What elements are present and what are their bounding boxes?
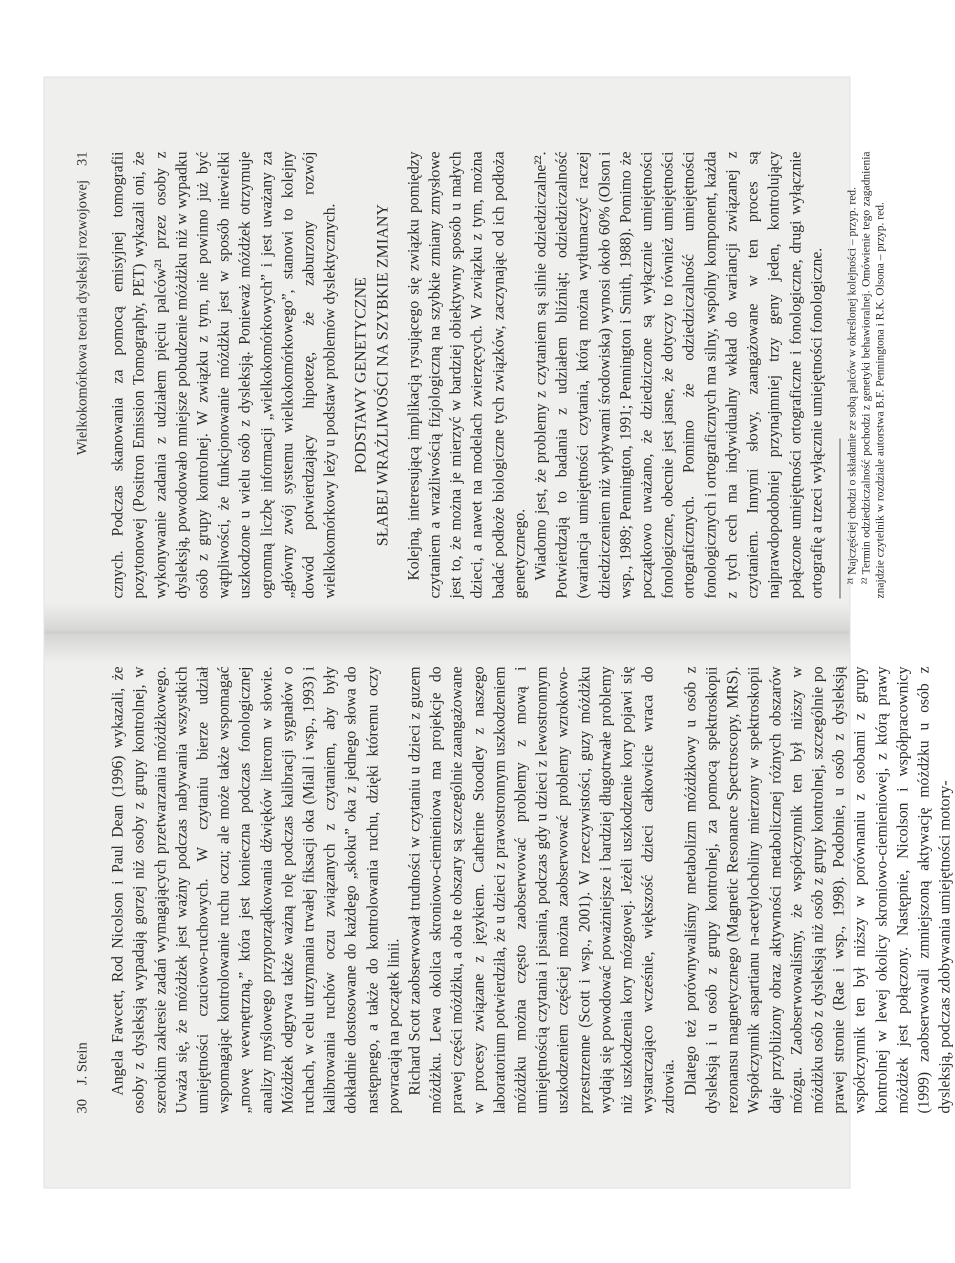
section-heading <box>350 151 392 598</box>
left-page <box>44 632 954 1187</box>
footnote-22: ²² Termin odziedziczalność pochodzi z genetyki behawioralnej. Omówienie tego zagadnienia znajdzie czytelnik w rozdziale autorstwa B.F. Penningtona i R.K. Olsona – przyp. red. <box>859 151 886 598</box>
left-paragraph-3: Dlatego też porównywaliśmy metabolizm móżdżkowy u osób z dysleksją i u osób z grupy kontrolnej, za pomocą spektroskopii rezonansu magnetycznego (Magnetic Resonance Spectroscopy, MRS). Współczynnik aspartianu n-acetylocholiny mierzony w spektroskopii daje przybliżony obraz aktywności metabolicznej różnych obszarów mózgu. Zaobserwowaliśmy, że współczynnik ten był niższy w móżdżku osób z dysleksją niż osób z grupy kontrolnej, szczególnie po prawej stronie (Rae i wsp., 1998). Podobnie, u osób z dysleksją współczynnik ten był niższy w porównaniu z osobami z grupy kontrolnej w lewej okolicy skroniowo-ciemieniowej, z którą prawy móżdżek jest połączony. Następnie, Nicolson i współpracownicy (1999) zaobserwowali zmniejszoną aktywację móżdżku u osób z dysleksją, podczas zdobywania umiejętności motory- <box>681 666 954 1113</box>
right-page <box>44 77 886 632</box>
section-heading-line-1: PODSTAWY GENETYCZNE <box>352 276 370 473</box>
left-paragraph-1: Angela Fawcett, Rod Nicolson i Paul Dean (1996) wykazali, że osoby z dysleksją wypadają gorzej niż osoby z grupy kontrolnej, w szerokim zakresie zadań wymagających przetwarzania móżdżkowego. Uważa się, że móżdżek jest ważny podczas nabywania wszystkich umiejętności czuciowo-ruchowych. W czytaniu bierze udział wspomagając kontrolowanie ruchu oczu; ale może także wspomagać „mowę wewnętrzną,” która jest konieczna podczas fonologicznej analizy myślowego przyporządkowania dźwięków literom w słowie. Móżdżek odgrywa także ważną rolę podczas kalibracji sygnałów o ruchach, w celu utrzymania trwałej fiksacji oka (Miall i wsp., 1993) i kalibrowania ruchów oczu związanych z czytaniem, aby były dokładnie dostosowane do każdego „skoku” oka z jednego słowa do następnego, a także do kontrolowania ruchu, dzięki któremu oczy powracają na początek linii. <box>109 666 402 1113</box>
left-running-head <box>72 666 93 1113</box>
section-heading-line-2: SŁABEJ WRAŻLIWOŚCI NA SZYBKIE ZMIANY <box>373 203 391 546</box>
book-spread <box>44 77 954 1187</box>
footnote-rule <box>839 438 840 598</box>
right-paragraph-1: cznych. Podczas skanowania za pomocą emisyjnej tomografii pozytonowej (Positron Emission Tomography, PET) wykazali oni, że wykonywanie zadania z udziałem pięciu palców²¹ przez osoby z dysleksją, powodowało mniejsze pobudzenie móżdżku niż w wypadku osób z grupy kontrolnej. W związku z tym, nie powinno już być wątpliwości, że funkcjonowanie móżdżku jest w sposób niewielki uszkodzone u wielu osób z dysleksją. Ponieważ móżdżek otrzymuje ogromną liczbę informacji „wielkokomórkowych” i jest uważany za „główny zwój systemu wielkokomórkowego”, stanowi to kolejny dowód potwierdzający hipotezę, że zaburzony rozwój wielkokomórkowy leży u podstaw problemów dyslektycznych. <box>109 151 339 598</box>
right-running-head <box>72 151 93 598</box>
right-page-number: 31 <box>74 151 90 166</box>
footnote-21: ²¹ Najczęściej chodzi o składanie ze sobą palców w określonej kolejności – przyp. red. <box>845 186 858 584</box>
left-running-head-text: J. Stein <box>74 1041 90 1085</box>
left-paragraph-2: Richard Scott zaobserwował trudności w czytaniu u dzieci z guzem móżdżku. Lewa okolica skroniowo-ciemieniowa ma projekcje do prawej części móżdżku, a oba te obszary są szczególnie zaangażowane w procesy związane z językiem. Catherine Stoodley z naszego laboratorium potwierdziła, że u dzieci z prawostronnym uszkodzeniem móżdżku można często zaobserwować problemy z mową i umiejętnością czytania i pisania, podczas gdy u dzieci z lewostronnym uszkodzeniem częściej można zaobserwować problemy wzrokowo-przestrzenne (Scott i wsp., 2001). W rzeczywistości, guzy móżdżku wydają się powodować poważniejsze i bardziej długotrwałe problemy niż uszkodzenia kory mózgowej. Jeżeli uszkodzenie kory pojawi się wystarczająco wcześnie, większość dzieci całkowicie wraca do zdrowia. <box>406 666 678 1113</box>
right-running-head-text: Wielkokomórkowa teoria dysleksji rozwojowej <box>74 179 90 455</box>
left-page-number: 30 <box>74 1098 90 1113</box>
right-paragraph-2: Kolejną, interesującą implikacją rysującego się związku pomiędzy czytaniem a wrażliwością fizjologiczną na szybkie zmiany zmysłowe jest to, że można je mierzyć w bardziej obiektywny sposób u małych dzieci, a nawet na modelach zwierzęcych. W związku z tym, można badać podłoże biologiczne tych związków, zaczynając od ich podłoża genetycznego. <box>404 151 528 598</box>
right-paragraph-3: Wiadomo jest, że problemy z czytaniem są silnie odziedziczalne²². Potwierdzają to badania z udziałem bliźniąt; odziedziczalność (wariancja umiejętności czytania, którą można wytłumaczyć raczej dziedziczeniem niż wpływami środowiska) wynosi około 60% (Olson i wsp., 1989; Pennington, 1991; Pennington i Smith, 1988). Pomimo że początkowo uważano, że dziedziczone są wyłącznie umiejętności fonologiczne, obecnie jest jasne, że dotyczy to również umiejętności ortograficznych. Pomimo że odziedziczalność umiejętności fonologicznych i ortograficznych ma silny, wspólny komponent, każda z tych cech ma indywidualny wkład do wariancji związanej z czytaniem. Innymi słowy, zaangażowane w ten proces są najprawdopodobniej przynajmniej trzy geny jeden, kontrolujący połączone umiejętności ortograficzne i fonologiczne, drugi wyłącznie ortografię a trzeci wyłącznie umiejętności fonologiczne. <box>532 151 825 598</box>
